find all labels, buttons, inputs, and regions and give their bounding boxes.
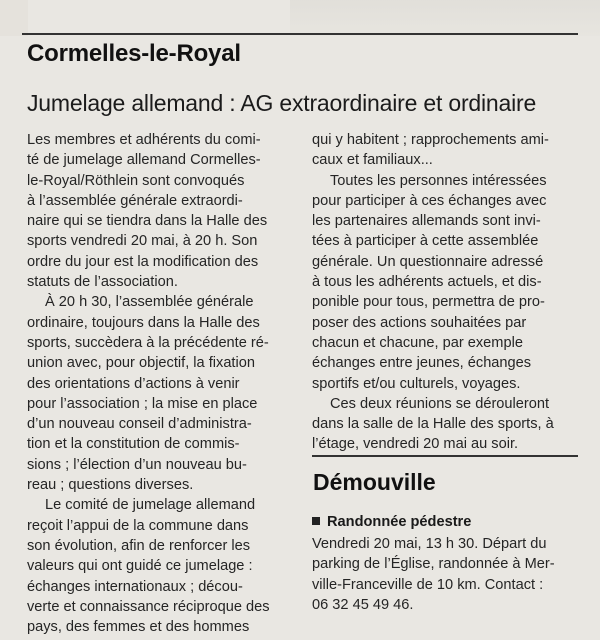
text-line: ville-Franceville de 10 km. Contact : (312, 576, 544, 593)
text-line: le-Royal/Röthlein sont convoqués (27, 172, 245, 189)
text-line: Les membres et adhérents du comi- (27, 132, 261, 148)
section-rule-2 (312, 455, 578, 457)
text-line: sports vendredi 20 mai, à 20 h. Son (27, 233, 258, 250)
text-line: ordre du jour est la modification des (27, 253, 259, 270)
bullet-square-icon (312, 517, 320, 525)
text-line: échanges entre jeunes, échanges (312, 355, 532, 372)
text-line: qui y habitent ; rapprochements ami- (312, 132, 549, 148)
text-line: té de jumelage allemand Cormelles- (27, 152, 261, 169)
text-line: valeurs qui ont guidé ce jumelage : (27, 558, 253, 575)
section-title-2: Démouville (313, 469, 436, 495)
text-line: naire qui se tiendra dans la Halle des (27, 213, 268, 230)
text-line: verte et connaissance réciproque des (27, 598, 270, 615)
text-line: À 20 h 30, l’assemblée générale (45, 294, 254, 311)
text-line: parking de l’Église, randonnée à Mer- (312, 556, 555, 573)
text-line: des orientations d’actions à venir (27, 375, 240, 392)
event-body (312, 534, 580, 615)
text-line: caux et familiaux... (312, 152, 433, 169)
text-line: sportifs et/ou culturels, voyages. (312, 375, 521, 392)
text-line: à tous les adhérents actuels, et dis- (312, 274, 542, 291)
text-line: les partenaires allemands sont invi- (312, 213, 541, 230)
text-line: pays, des femmes et des hommes (27, 619, 250, 636)
text-line: générale. Un questionnaire adressé (312, 253, 544, 270)
text-line: reau ; questions diverses. (27, 477, 194, 494)
article-column-right (312, 130, 580, 455)
event-heading (312, 514, 471, 530)
text-line: ordinaire, toujours dans la Halle des (27, 314, 260, 331)
text-line: tées à participer à cette assemblée (312, 233, 539, 250)
section-title: Cormelles-le-Royal (27, 40, 241, 67)
text-line: à l’assemblée générale extraordi- (27, 192, 243, 209)
text-line: échanges internationaux ; décou- (27, 578, 243, 595)
text-line: union avec, pour objectif, la fixation (27, 355, 255, 372)
adjacent-article-bleed (290, 0, 600, 36)
text-line: Le comité de jumelage allemand (45, 497, 256, 514)
text-line: statuts de l’association. (27, 274, 178, 291)
article-column-left (27, 130, 297, 637)
text-line: pour l’association ; la mise en place (27, 395, 258, 412)
text-line: Vendredi 20 mai, 13 h 30. Départ du (312, 536, 547, 552)
text-line: sports, succèdera à la précédente ré- (27, 334, 269, 351)
text-line: son évolution, afin de renforcer les (27, 537, 251, 554)
section-rule (22, 33, 578, 35)
text-line: 06 32 45 49 46. (312, 596, 414, 613)
adjacent-article-bleed-left (0, 0, 28, 36)
text-line: dans la salle de la Halle des sports, à (312, 416, 554, 433)
article-title: Jumelage allemand : AG extraordinaire et ordinaire (27, 90, 537, 116)
text-line: l’étage, vendredi 20 mai au soir. (312, 436, 519, 453)
text-line: ponible pour tous, permettra de pro- (312, 294, 545, 311)
event-title: Randonnée pédestre (327, 514, 472, 530)
text-line: reçoit l’appui de la commune dans (27, 517, 249, 534)
text-line: tion et la constitution de commis- (27, 436, 240, 453)
text-line: sions ; l’élection d’un nouveau bu- (27, 456, 247, 473)
text-line: chacun et chacune, par exemple (312, 334, 523, 351)
text-line: pour participer à ces échanges avec (312, 192, 547, 209)
text-line: d’un nouveau conseil d’administra- (27, 416, 252, 433)
text-line: Toutes les personnes intéressées (330, 172, 547, 189)
text-line: poser des actions souhaitées par (312, 314, 527, 331)
text-line: Ces deux réunions se dérouleront (330, 395, 550, 412)
